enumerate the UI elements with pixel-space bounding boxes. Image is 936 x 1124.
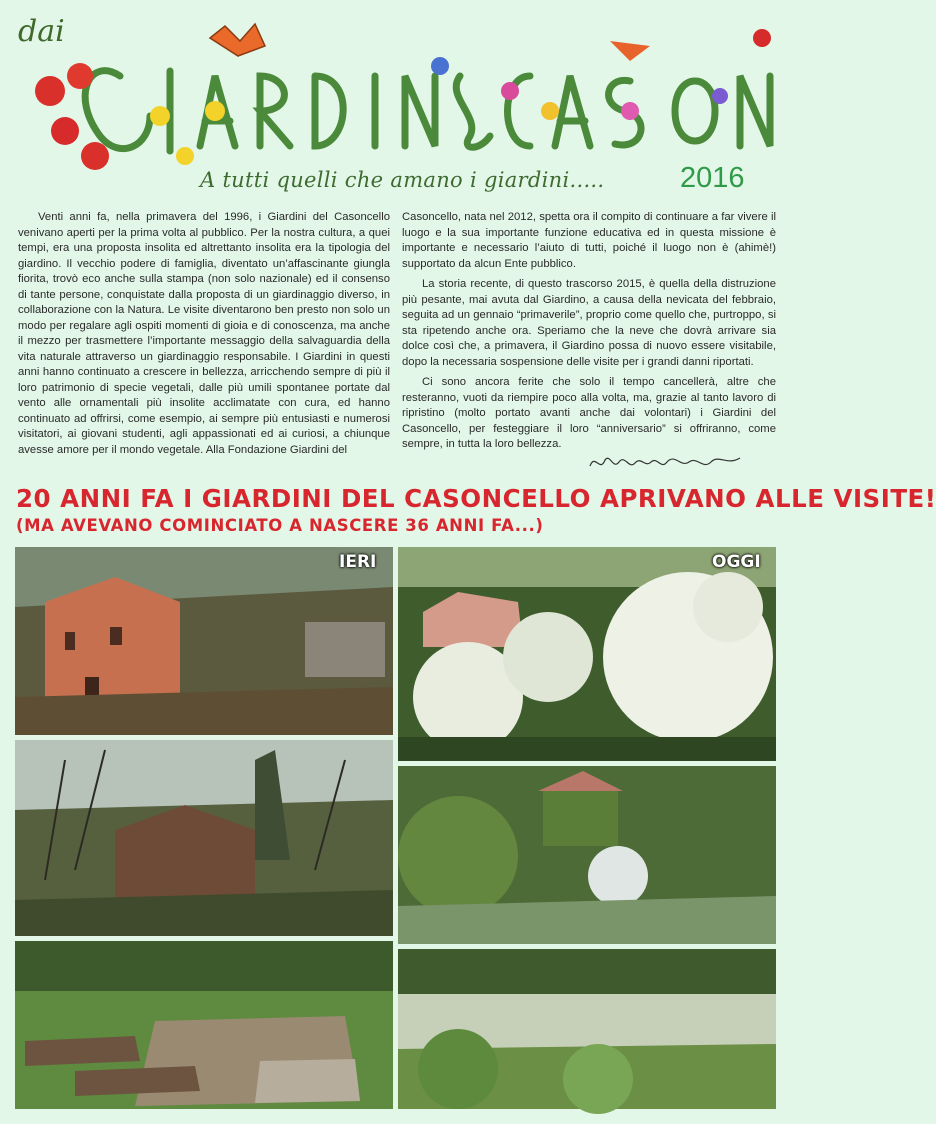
masthead: [0, 0, 793, 200]
paragraph: Ci sono ancora ferite che solo il tempo cancellerà, altre che resteranno, vuoti da riempire poco alla volta, ma, grazie al tanto lavoro di ripristino (molto portato avanti anche dai volontari) i Giardini del Casoncello, per festeggiare il loro “anniversario” si offriranno, come sempre, in tutta la loro bellezza.: [402, 376, 776, 450]
photo-ieri-garden-beds: [15, 941, 393, 1109]
paragraph: Venti anni fa, nella primavera del 1996, i Giardini del Casoncello venivano aperti per la prima volta al pubblico. Per la nostra cultura, a quei tempi, era una proposta insolita ed altrettanto insolita era la tipologia del giardino. Il vecchio podere di famiglia, diventato un’affascinante giungla fiorita, trovò eco anche sulla stampa (non solo nazionale) ed il consenso di tante persone, conquistate dalla proposta di un giardinaggio diverso, in collaborazione con la Natura. Le visite diventarono ben presto non solo un modo per regalare agli ospiti momenti di gioia e di conoscenza, ma anche il mezzo per trasmettere l’importante messaggio della salvaguardia della vita naturale attraverso un giardinaggio responsabile. I Giardini in questi anni hanno continuato a crescere in bellezza, arricchendo sempre di più il loro patrimonio di specie vegetali, dalle più umili spontanee portate dal vento alle ornamentali più insolite acclimatate con cura, ed hanno continuato ad offrirsi, come esempio, ai sempre più entusiasti e numerosi visitatori, ai giovani studenti, agli appassionati ed ai curiosi, a chiunque avesse amore per il mondo vegetale. Alla Fondazione Giardini del: [18, 211, 390, 456]
photo-ieri-house: [15, 547, 393, 735]
subheadline: (MA AVEVANO COMINCIATO A NASCERE 36 ANNI FA...): [16, 516, 544, 535]
photo-oggi-cottage: [398, 766, 776, 944]
signature: [585, 448, 745, 476]
masthead-prefix: dai: [18, 14, 65, 49]
label-oggi: OGGI: [712, 552, 761, 572]
photo-oggi-meadow: [398, 949, 776, 1109]
photo-ieri-ruin: [15, 740, 393, 936]
paragraph: La storia recente, di questo trascorso 2015, è quella della distruzione più pesante, mai avuta dal Giardino, a causa della nevicata del febbraio, seguita ad un gennaio “primaverile”, proprio come quello che, purtroppo, si sta ripetendo anche ora. Speriamo che la neve che dovrà arrivare sia dolce così che, a primavera, il Giardino possa di nuovo essere visitabile, dopo la necessaria sospensione delle visite per i grandi danni riportati.: [402, 278, 776, 368]
year: 2016: [680, 162, 745, 194]
label-ieri: IERI: [339, 552, 377, 572]
headline: 20 ANNI FA I GIARDINI DEL CASONCELLO APRIVANO ALLE VISITE!: [16, 484, 936, 513]
paragraph: Casoncello, nata nel 2012, spetta ora il compito di continuare a far vivere il luogo e la sua importante funzione educativa ed in questa missione è importante e necessario l’aiuto di tutti, poiché il luogo non è (ahimè!) supportato da alcun Ente pubblico.: [402, 211, 776, 270]
article-column-1: [18, 210, 390, 458]
photo-oggi-house: [398, 547, 776, 761]
article-column-2: [402, 210, 776, 453]
tagline: A tutti quelli che amano i giardini.....: [200, 168, 605, 192]
